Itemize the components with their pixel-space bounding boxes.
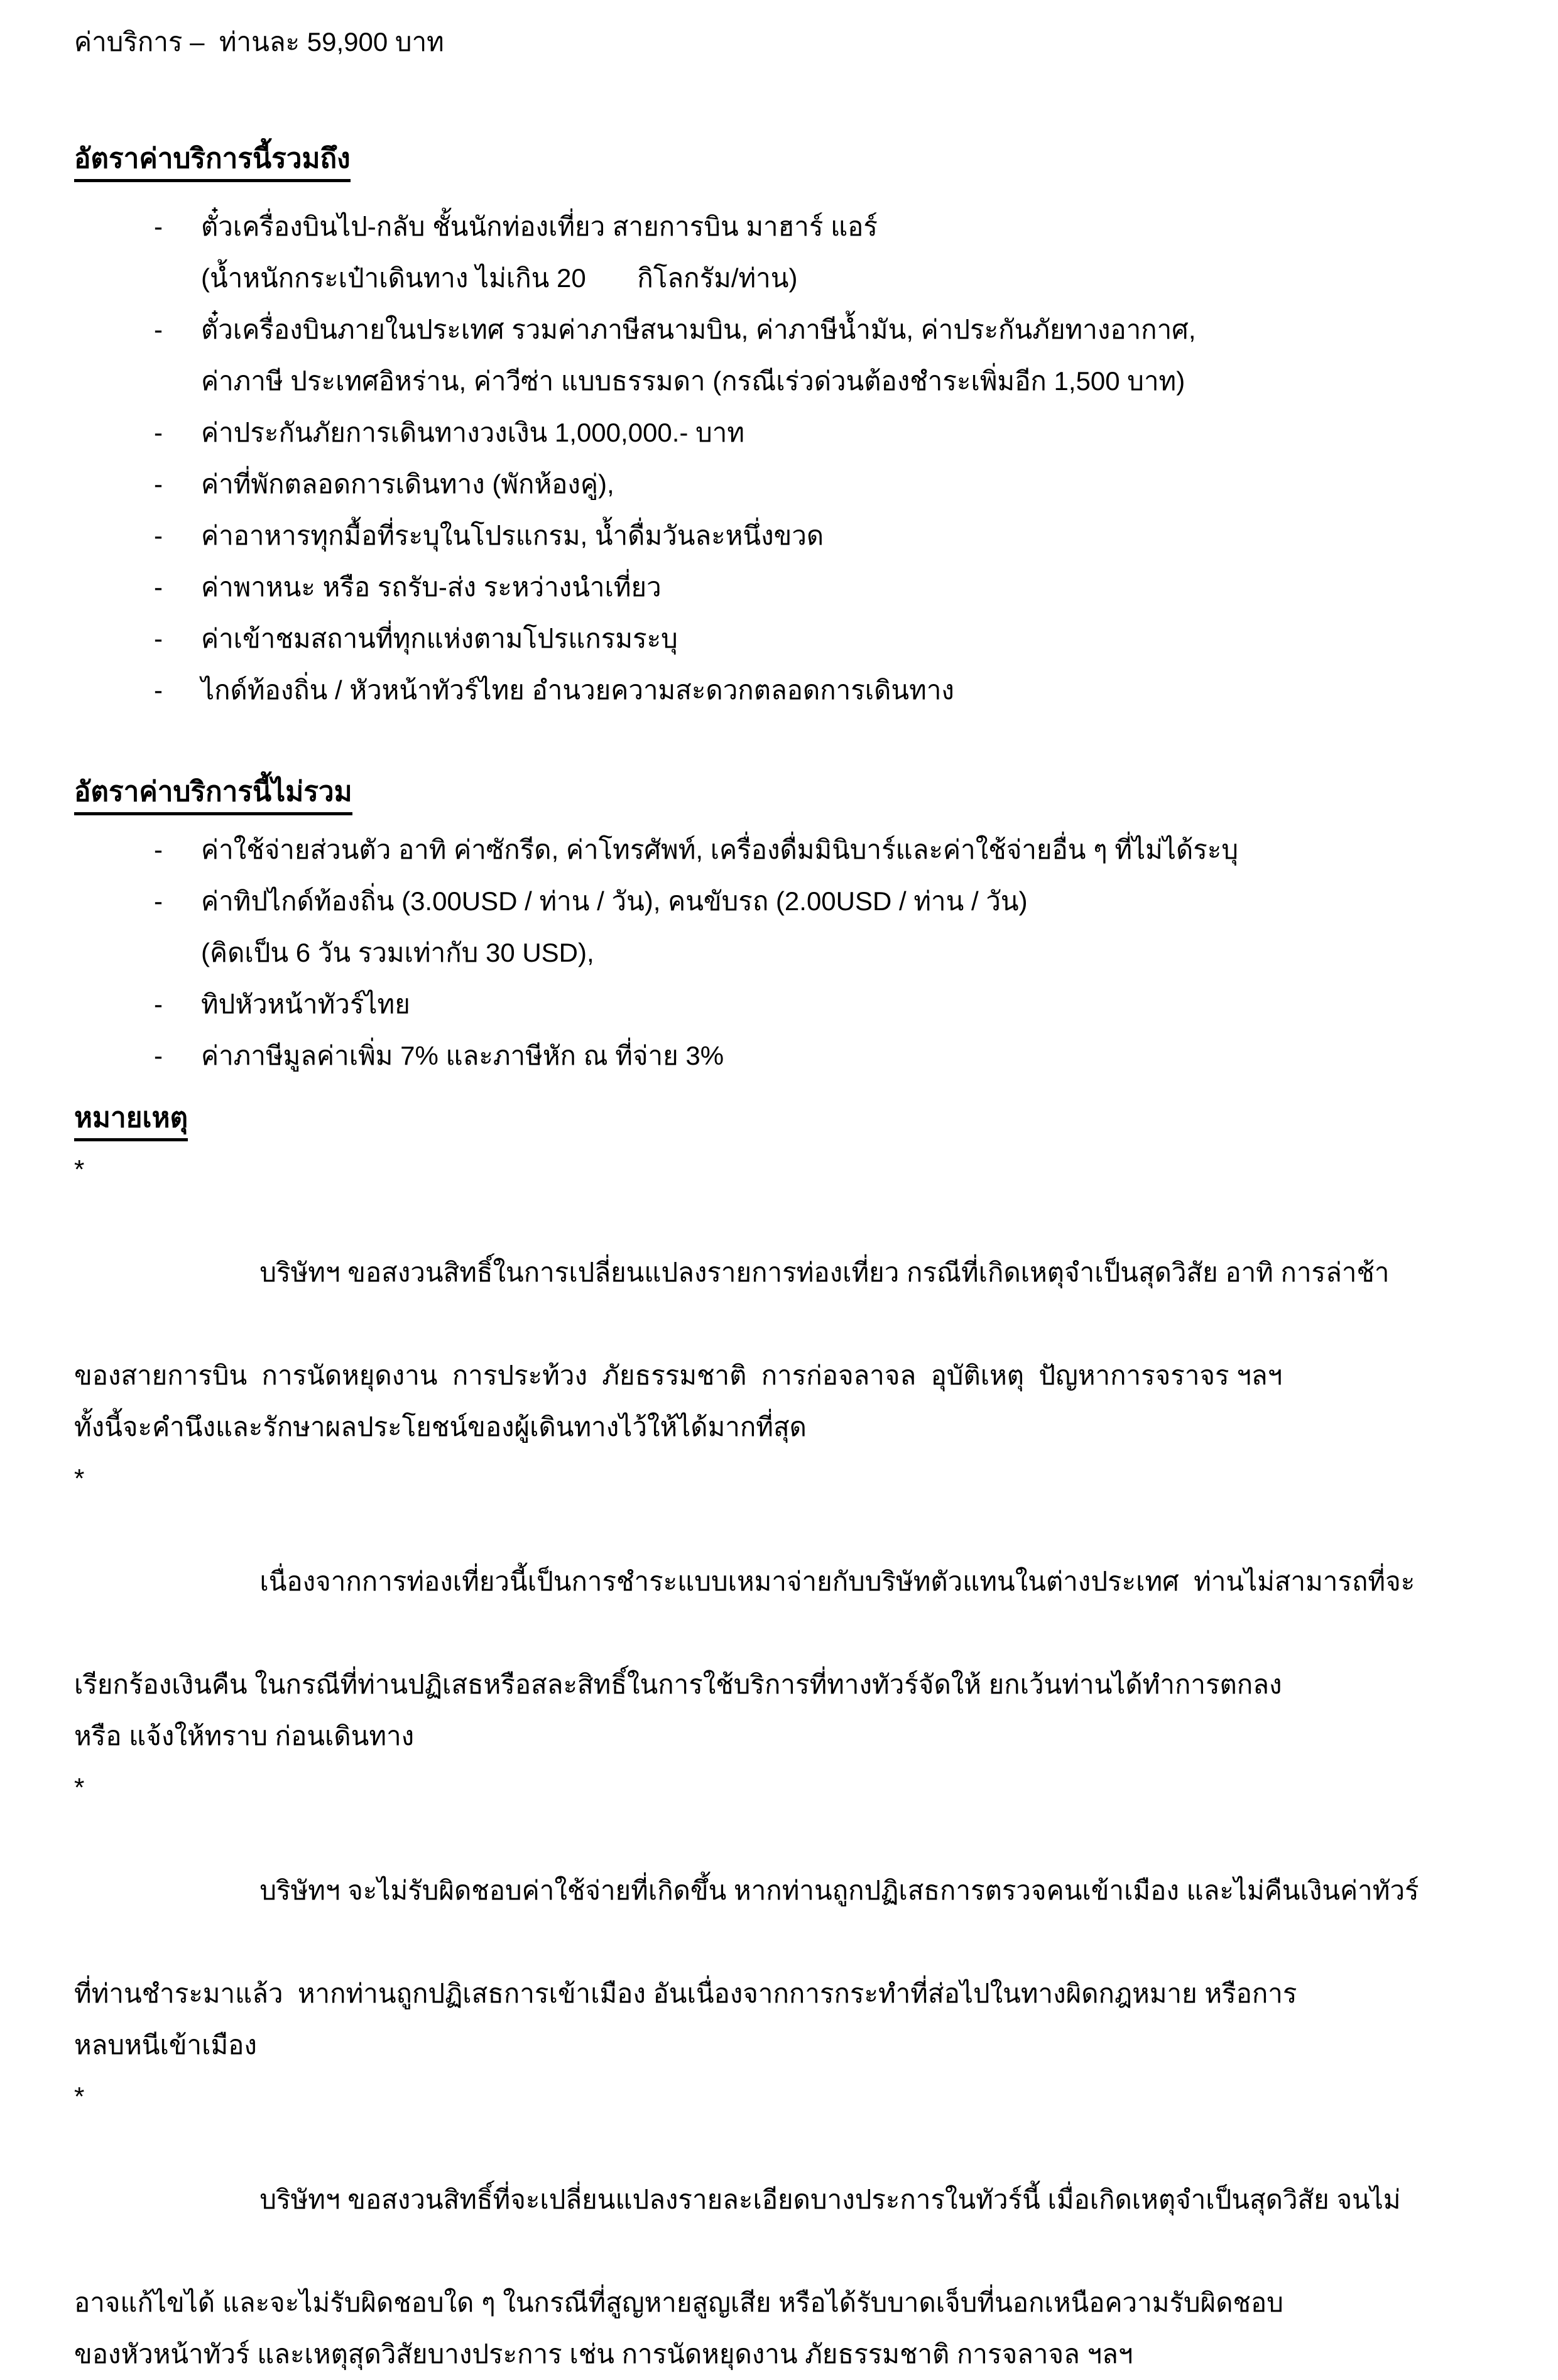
bullet-text: ไกด์ท้องถิ่น / หัวหน้าทัวร์ไทย อำนวยความสะดวกตลอดการเดินทาง	[201, 675, 954, 705]
note-item	[74, 1453, 1539, 1762]
note-line: ที่ท่านชำระมาแล้ว หากท่านถูกปฏิเสธการเข้าเมือง อันเนื่องจากการกระทำที่ส่อไปในทางผิดกฎหมาย หรือการ	[74, 1979, 1297, 2008]
bullet-text: ค่าภาษีมูลค่าเพิ่ม 7% และภาษีหัก ณ ที่จ่าย 3%	[201, 1041, 724, 1070]
bullet-item	[74, 562, 1539, 613]
dash-bullet-marker: -	[154, 469, 163, 499]
note-text: บริษัทฯ จะไม่รับผิดชอบค่าใช้จ่ายที่เกิดขึ้น หากท่านถูกปฏิเสธการตรวจคนเข้าเมือง และไม่คืนเงินค่าทัวร์	[259, 1876, 1419, 1905]
note-line-first	[74, 1453, 1539, 1659]
notes-heading-text: หมายเหตุ	[74, 1099, 188, 1141]
dash-bullet-marker: -	[154, 675, 163, 705]
bullet-text: ค่าพาหนะ หรือ รถรับ-ส่ง ระหว่างนำเที่ยว	[201, 572, 662, 602]
asterisk-marker: *	[74, 2082, 85, 2111]
bullet-item	[74, 613, 1539, 665]
note-line: ของหัวหน้าทัวร์ และเหตุสุดวิสัยบางประการ เช่น การนัดหยุดงาน ภัยธรรมชาติ การจลาจล ฯลฯ	[74, 2339, 1133, 2369]
bullet-item	[74, 510, 1539, 562]
bullet-text: ค่าทิปไกด์ท้องถิ่น (3.00USD / ท่าน / วัน), คนขับรถ (2.00USD / ท่าน / วัน)	[201, 886, 1028, 916]
bullet-item	[74, 201, 1539, 253]
dash-bullet-marker: -	[154, 212, 163, 241]
note-line: หลบหนีเข้าเมือง	[74, 2030, 257, 2060]
bullet-text: ค่าที่พักตลอดการเดินทาง (พักห้องคู่),	[201, 469, 614, 499]
bullet-item	[74, 824, 1539, 876]
bullet-item	[74, 304, 1539, 356]
bullet-continuation: (คิดเป็น 6 วัน รวมเท่ากับ 30 USD),	[201, 938, 594, 967]
section-included	[74, 133, 1539, 716]
note-text: บริษัทฯ ขอสงวนสิทธิ์ในการเปลี่ยนแปลงรายการท่องเที่ยว กรณีที่เกิดเหตุจำเป็นสุดวิสัย อาทิ การล่าช้า	[259, 1258, 1390, 1287]
bullet-item	[74, 1030, 1539, 1082]
dash-bullet-marker: -	[154, 624, 163, 653]
bullet-continuation: (น้ำหนักกระเป๋าเดินทาง ไม่เกิน 20 กิโลกรัม/ท่าน)	[201, 263, 798, 293]
note-text: เนื่องจากการท่องเที่ยวนี้เป็นการชำระแบบเหมาจ่ายกับบริษัทตัวแทนในต่างประเทศ ท่านไม่สามารถที่จะ	[259, 1567, 1415, 1596]
bullet-continuation: ค่าภาษี ประเทศอิหร่าน, ค่าวีซ่า แบบธรรมดา (กรณีเร่วด่วนต้องชำระเพิ่มอีก 1,500 บาท)	[201, 366, 1185, 396]
bullet-item	[74, 459, 1539, 510]
bullet-item	[74, 979, 1539, 1030]
dash-bullet-marker: -	[154, 886, 163, 916]
note-item	[74, 1144, 1539, 1453]
included-heading-text: อัตราค่าบริการนี้รวมถึง	[74, 140, 351, 182]
section-notes	[74, 1092, 1539, 2380]
asterisk-marker: *	[74, 1464, 85, 1493]
dash-bullet-marker: -	[154, 989, 163, 1019]
bullet-text: ค่าประกันภัยการเดินทางวงเงิน 1,000,000.- บาท	[201, 418, 745, 447]
asterisk-marker: *	[74, 1155, 85, 1184]
bullet-item	[74, 876, 1539, 927]
excluded-heading-text: อัตราค่าบริการนี้ไม่รวม	[74, 773, 352, 815]
asterisk-marker: *	[74, 1773, 85, 1802]
note-line-first	[74, 2071, 1539, 2277]
dash-bullet-marker: -	[154, 315, 163, 344]
notes-heading	[74, 1092, 1539, 1144]
dash-bullet-marker: -	[154, 572, 163, 602]
included-heading	[74, 133, 1539, 185]
note-item	[74, 1762, 1539, 2071]
bullet-text: ค่าเข้าชมสถานที่ทุกแห่งตามโปรแกรมระบุ	[201, 624, 678, 653]
note-line-first	[74, 1762, 1539, 1968]
note-line: ของสายการบิน การนัดหยุดงาน การประท้วง ภัยธรรมชาติ การก่อจลาจล อุบัติเหตุ ปัญหาการจราจร ฯลฯ	[74, 1361, 1283, 1390]
note-line: หรือ แจ้งให้ทราบ ก่อนเดินทาง	[74, 1721, 415, 1751]
note-item	[74, 2071, 1539, 2380]
bullet-text: ตั๋วเครื่องบินภายในประเทศ รวมค่าภาษีสนามบิน, ค่าภาษีน้ำมัน, ค่าประกันภัยทางอากาศ,	[201, 315, 1196, 344]
bullet-item	[74, 665, 1539, 716]
section-excluded	[74, 766, 1539, 1082]
bullet-item	[74, 407, 1539, 459]
note-line: อาจแก้ไขได้ และจะไม่รับผิดชอบใด ๆ ในกรณีที่สูญหายสูญเสีย หรือได้รับบาดเจ็บที่นอกเหนือความรับผิดชอบ	[74, 2288, 1283, 2317]
price-line: ค่าบริการ – ท่านละ 59,900 บาท	[74, 27, 444, 57]
note-text: บริษัทฯ ขอสงวนสิทธิ์ที่จะเปลี่ยนแปลงรายละเอียดบางประการในทัวร์นี้ เมื่อเกิดเหตุจำเป็นสุดวิสัย จนไม่	[259, 2185, 1401, 2214]
bullet-text: ทิปหัวหน้าทัวร์ไทย	[201, 989, 410, 1019]
bullet-text: ตั๋วเครื่องบินไป-กลับ ชั้นนักท่องเที่ยว สายการบิน มาฮาร์ แอร์	[201, 212, 878, 241]
bullet-text: ค่าอาหารทุกมื้อที่ระบุในโปรแกรม, น้ำดื่มวันละหนึ่งขวด	[201, 521, 824, 550]
dash-bullet-marker: -	[154, 418, 163, 447]
note-line-first	[74, 1144, 1539, 1350]
dash-bullet-marker: -	[154, 1041, 163, 1070]
bullet-text: ค่าใช้จ่ายส่วนตัว อาทิ ค่าซักรีด, ค่าโทรศัพท์, เครื่องดื่มมินิบาร์และค่าใช้จ่ายอื่น ๆ ที่ไม่ได้ระบุ	[201, 835, 1239, 864]
dash-bullet-marker: -	[154, 521, 163, 550]
dash-bullet-marker: -	[154, 835, 163, 864]
note-line: เรียกร้องเงินคืน ในกรณีที่ท่านปฏิเสธหรือสละสิทธิ์ในการใช้บริการที่ทางทัวร์จัดให้ ยกเว้นท่านได้ทำการตกลง	[74, 1670, 1282, 1699]
excluded-heading	[74, 766, 1539, 818]
note-line: ทั้งนี้จะคำนึงและรักษาผลประโยชน์ของผู้เดินทางไว้ให้ได้มากที่สุด	[74, 1412, 807, 1442]
